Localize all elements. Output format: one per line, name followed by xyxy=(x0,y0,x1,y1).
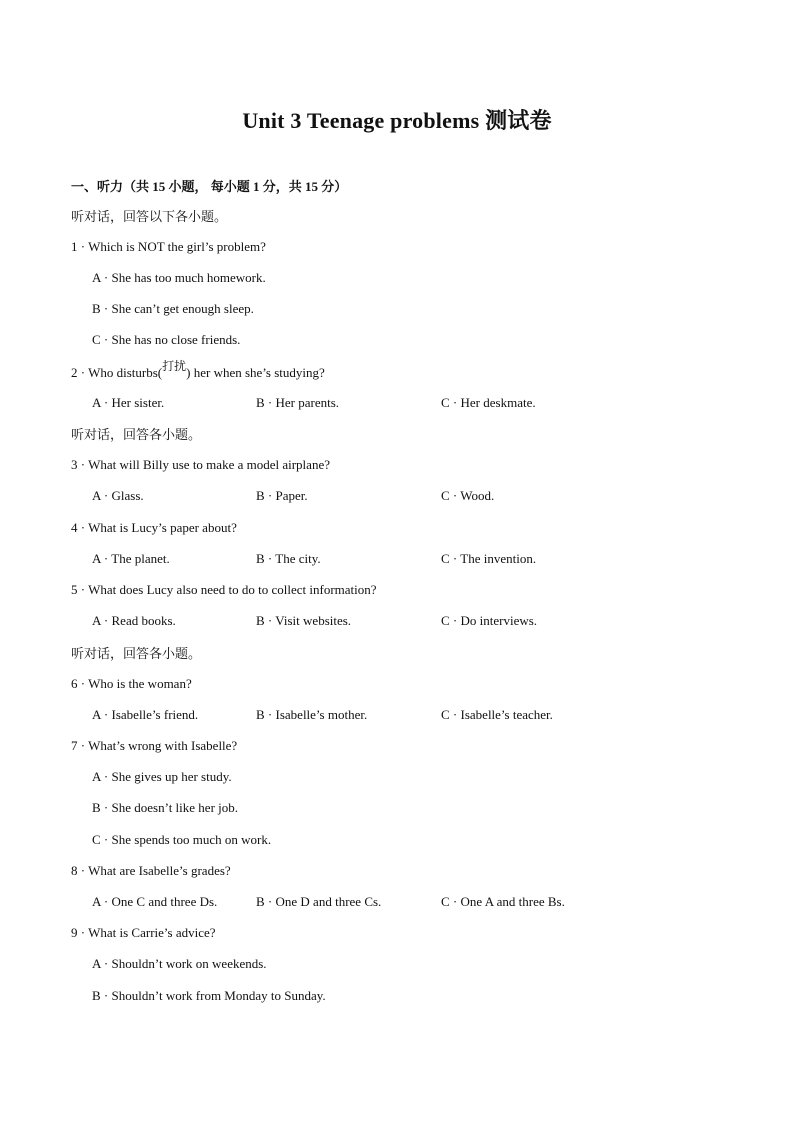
q7-option-c: C · She spends too much on work. xyxy=(92,832,272,847)
question-2: 2 · Who disturbs(打扰) her when she’s studying? xyxy=(71,359,325,380)
question-6: 6 · Who is the woman? xyxy=(71,676,192,691)
section-header: 一、听力（共 15 小题， 每小题 1 分，共 15 分） xyxy=(71,179,348,194)
q9-option-a: A · Shouldn’t work on weekends. xyxy=(92,956,267,971)
q2-option-b: B · Her parents. xyxy=(256,395,340,410)
q4-option-b: B · The city. xyxy=(256,551,321,566)
q6-option-a: A · Isabelle’s friend. xyxy=(92,707,199,722)
q3-option-a: A · Glass. xyxy=(92,488,144,503)
q3-option-c: C · Wood. xyxy=(441,488,495,503)
q8-option-b: B · One D and three Cs. xyxy=(256,894,382,909)
q8-option-a: A · One C and three Ds. xyxy=(92,894,218,909)
question-9: 9 · What is Carrie’s advice? xyxy=(71,925,216,940)
q4-option-c: C · The invention. xyxy=(441,551,537,566)
q2-option-c: C · Her deskmate. xyxy=(441,395,536,410)
chinese-annotation: 打扰 xyxy=(162,359,187,373)
instruction: 听对话，回答以下各小题。 xyxy=(71,209,228,224)
q9-option-b: B · Shouldn’t work from Monday to Sunday. xyxy=(92,988,326,1003)
question-4: 4 · What is Lucy’s paper about? xyxy=(71,520,237,535)
question-8: 8 · What are Isabelle’s grades? xyxy=(71,863,231,878)
q5-option-a: A · Read books. xyxy=(92,613,176,628)
instruction: 听对话，回答各小题。 xyxy=(71,646,202,661)
q2-option-a: A · Her sister. xyxy=(92,395,165,410)
q6-option-b: B · Isabelle’s mother. xyxy=(256,707,368,722)
page-title: Unit 3 Teenage problems 测试卷 xyxy=(242,108,552,133)
q7-option-b: B · She doesn’t like her job. xyxy=(92,800,239,815)
q5-option-c: C · Do interviews. xyxy=(441,613,538,628)
question-3: 3 · What will Billy use to make a model airplane? xyxy=(71,457,330,472)
q3-option-b: B · Paper. xyxy=(256,488,308,503)
q1-option-a: A · She has too much homework. xyxy=(92,270,266,285)
q6-option-c: C · Isabelle’s teacher. xyxy=(441,707,553,722)
question-1: 1 · Which is NOT the girl’s problem? xyxy=(71,239,266,254)
q8-option-c: C · One A and three Bs. xyxy=(441,894,565,909)
q5-option-b: B · Visit websites. xyxy=(256,613,352,628)
q1-option-c: C · She has no close friends. xyxy=(92,332,241,347)
q7-option-a: A · She gives up her study. xyxy=(92,769,232,784)
question-7: 7 · What’s wrong with Isabelle? xyxy=(71,738,238,753)
instruction: 听对话，回答各小题。 xyxy=(71,427,202,442)
q4-option-a: A · The planet. xyxy=(92,551,170,566)
question-5: 5 · What does Lucy also need to do to collect information? xyxy=(71,582,377,597)
q1-option-b: B · She can’t get enough sleep. xyxy=(92,301,254,316)
